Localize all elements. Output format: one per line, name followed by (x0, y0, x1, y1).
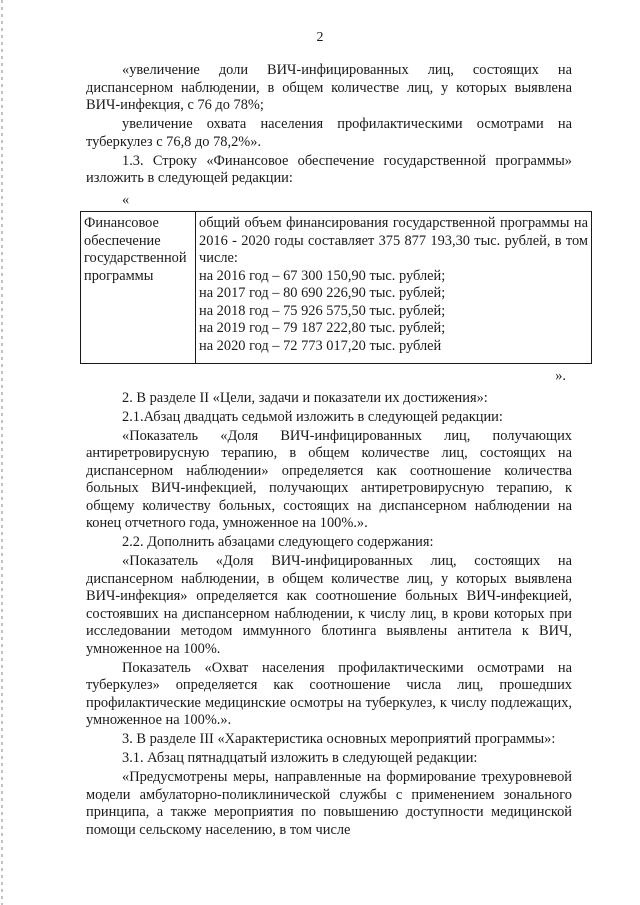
finance-year-2018: на 2018 год – 75 926 575,50 тыс. рублей; (199, 302, 446, 319)
finance-label-cell: Финансовое обеспечение государственной программы (81, 212, 196, 364)
paragraph-section-2-2: 2.2. Дополнить абзацами следующего содержания: (122, 534, 434, 550)
table-row (81, 212, 592, 364)
finance-table (80, 211, 592, 364)
paragraph-section-3-1: 3.1. Абзац пятнадцатый изложить в следующей редакции: (122, 750, 478, 766)
paragraph-tb-indicator: Показатель «Охват населения профилактическими осмотрами на туберкулез» определяется как соотношение числа лиц, прошедших профилактические медицинские осмотры на туберкулез, к числу подлежащих, умноженное на 100%.». (86, 659, 572, 728)
finance-value-cell (196, 212, 592, 364)
page-number: 2 (316, 30, 324, 45)
finance-year-2020: на 2020 год – 72 773 017,20 тыс. рублей (199, 337, 442, 354)
paragraph-measures: «Предусмотрены меры, направленные на формирование трехуровневой модели амбулаторно-поликлинической службы с применением зонального принципа, а также мероприятия по повышению доступности медицинской помощи сельскому населению, в том числе (86, 769, 572, 838)
paragraph-hiv-indicator: «Показатель «Доля ВИЧ-инфицированных лиц, состоящих на диспансерном наблюдении, в общем количестве лиц, у которых выявлена ВИЧ-инфекция» определяется как соотношение больных ВИЧ-инфекцией, состоявших на диспансерном наблюдении, к числу лиц, в крови которых при исследовании методом иммунного блотинга выявлены антитела к ВИЧ, умноженное на 100%. (86, 553, 572, 657)
paragraph-section-1-3: 1.3. Строку «Финансовое обеспечение государственной программы» изложить в следующей редакции: (86, 152, 572, 186)
finance-intro: общий объем финансирования государственной программы на 2016 - 2020 годы составляет 375 877 193,30 тыс. рублей, в том числе: (199, 215, 588, 266)
paragraph-section-3: 3. В разделе III «Характеристика основных мероприятий программы»: (122, 731, 556, 747)
scan-edge (1, 0, 3, 905)
paragraph-section-2-1: 2.1.Абзац двадцать седьмой изложить в следующей редакции: (122, 408, 503, 425)
document-body (84, 62, 588, 841)
finance-year-2019: на 2019 год – 79 187 222,80 тыс. рублей; (199, 320, 446, 336)
paragraph-section-2: 2. В разделе II «Цели, задачи и показатели их достижения»: (122, 389, 488, 406)
close-quote: ». (555, 368, 566, 384)
finance-year-2017: на 2017 год – 80 690 226,90 тыс. рублей; (199, 285, 446, 301)
paragraph-art-indicator: «Показатель «Доля ВИЧ-инфицированных лиц, получающих антиретровирусную терапию, в общем количестве лиц, состоящих на диспансерном наблюдении» определяется как соотношение количества больных ВИЧ-инфекцией, получающих антиретровирусную терапию, к общему количеству больных, состоящих на диспансерном наблюдении на конец отчетного года, умноженное на 100%.». (86, 427, 572, 531)
paragraph-hiv-increase: «увеличение доли ВИЧ-инфицированных лиц, состоящих на диспансерном наблюдении, в общем количестве лиц, у которых выявлена ВИЧ-инфекция, с 76 до 78%; (86, 62, 572, 113)
open-quote: « (122, 191, 130, 208)
finance-year-2016: на 2016 год – 67 300 150,90 тыс. рублей; (199, 267, 446, 284)
paragraph-tb-coverage: увеличение охвата населения профилактическими осмотрами на туберкулез с 76,8 до 78,2%». (86, 116, 572, 150)
